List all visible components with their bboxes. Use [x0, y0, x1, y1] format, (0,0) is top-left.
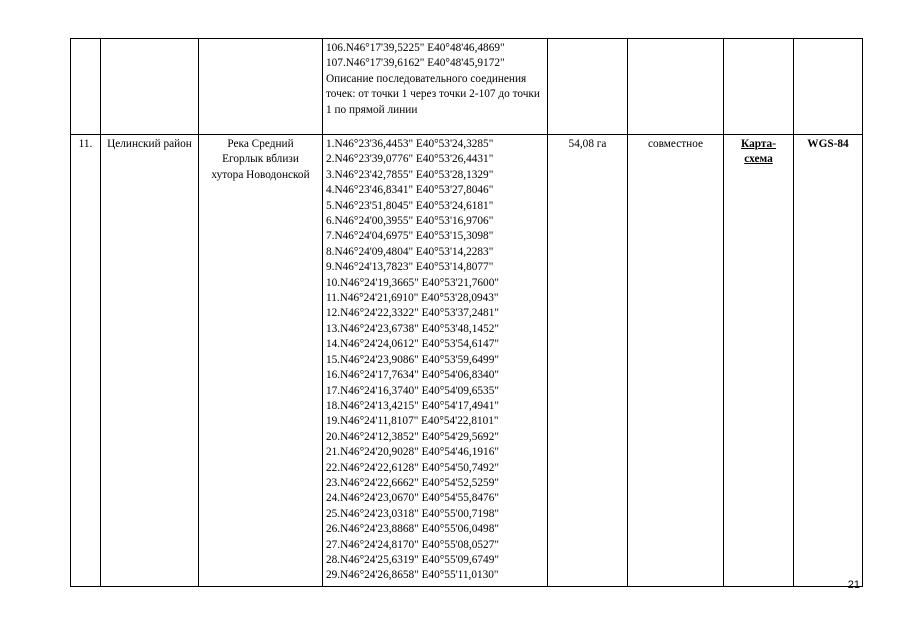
coord-line: 1.N46°23'36,4453" E40°53'24,3285": [326, 138, 494, 150]
coord-line: 12.N46°24'22,3322" E40°53'37,2481": [326, 307, 499, 320]
cell-empty: [794, 39, 863, 135]
coord-line: 11.N46°24'21,6910" E40°53'28,0943": [326, 292, 499, 305]
coord-line: 10.N46°24'19,3665" E40°53'21,7600": [326, 276, 499, 289]
coord-line: 106.N46°17'39,5225" E40°48'46,4869": [326, 42, 505, 54]
coord-line: 8.N46°24'09,4804" E40°53'14,2283": [326, 245, 494, 258]
coord-line: 20.N46°24'12,3852" E40°54'29,5692": [326, 430, 499, 443]
coord-line: 29.N46°24'26,8658" E40°55'11,0130": [326, 569, 499, 582]
coord-line: 9.N46°24'13,7823" E40°53'14,8077": [326, 261, 494, 274]
coord-line: 13.N46°24'23,6738" E40°53'48,1452": [326, 322, 499, 335]
coord-line: 24.N46°24'23,0670" E40°54'55,8476": [326, 492, 499, 505]
table-row: [71, 135, 863, 587]
coord-line: 5.N46°23'51,8045" E40°53'24,6181": [326, 199, 494, 212]
connection-description: Описание последовательного соединения точек: от точки 1 через точки 2-107 до точки 1 по прямой линии: [326, 72, 540, 116]
district-cell: Целинский район: [101, 135, 199, 587]
coords-cell: [323, 39, 548, 135]
datum-cell: WGS-84: [794, 135, 863, 587]
location-cell: Река Средний Егорлык вблизи хутора Новодонской: [199, 135, 323, 587]
coord-line: 17.N46°24'16,3740" E40°54'09,6535": [326, 384, 499, 397]
coord-line: 7.N46°24'04,6975" E40°53'15,3098": [326, 230, 494, 243]
coord-line: 19.N46°24'11,8107" E40°54'22,8101": [326, 415, 499, 428]
coord-line: 14.N46°24'24,0612" E40°53'54,6147": [326, 338, 499, 351]
coord-line: 107.N46°17'39,6162" E40°48'45,9172": [326, 57, 505, 70]
coord-line: 4.N46°23'46,8341" E40°53'27,8046": [326, 184, 494, 197]
coords-cell: [323, 135, 548, 587]
coord-line: 22.N46°24'22,6128" E40°54'50,7492": [326, 461, 499, 474]
row-number: 11.: [71, 135, 101, 587]
coord-line: 6.N46°24'00,3955" E40°53'16,9706": [326, 215, 494, 228]
coord-line: 25.N46°24'23,0318" E40°55'00,7198": [326, 507, 499, 520]
table-row-continuation: [71, 39, 863, 135]
cell-empty: [71, 39, 101, 135]
coord-line: 27.N46°24'24,8170" E40°55'08,0527": [326, 538, 499, 551]
map-scheme-link[interactable]: Карта-схема: [741, 138, 776, 166]
coord-line: 26.N46°24'23,8868" E40°55'06,0498": [326, 523, 499, 536]
page-number: 21: [847, 579, 860, 591]
usage-cell: совместное: [628, 135, 724, 587]
cell-empty: [101, 39, 199, 135]
coordinates-table: [70, 38, 863, 587]
coord-line: 28.N46°24'25,6319" E40°55'09,6749": [326, 553, 499, 566]
cell-empty: [628, 39, 724, 135]
cell-empty: [199, 39, 323, 135]
area-cell: 54,08 га: [548, 135, 628, 587]
coord-line: 21.N46°24'20,9028" E40°54'46,1916": [326, 446, 499, 459]
cell-empty: [548, 39, 628, 135]
coord-line: 3.N46°23'42,7855" E40°53'28,1329": [326, 168, 494, 181]
coord-line: 2.N46°23'39,0776" E40°53'26,4431": [326, 153, 494, 166]
coord-line: 23.N46°24'22,6662" E40°54'52,5259": [326, 476, 499, 489]
map-cell: [724, 135, 794, 587]
coord-line: 16.N46°24'17,7634" E40°54'06,8340": [326, 369, 499, 382]
cell-empty: [724, 39, 794, 135]
coord-line: 15.N46°24'23,9086" E40°53'59,6499": [326, 353, 499, 366]
coord-line: 18.N46°24'13,4215" E40°54'17,4941": [326, 399, 499, 412]
